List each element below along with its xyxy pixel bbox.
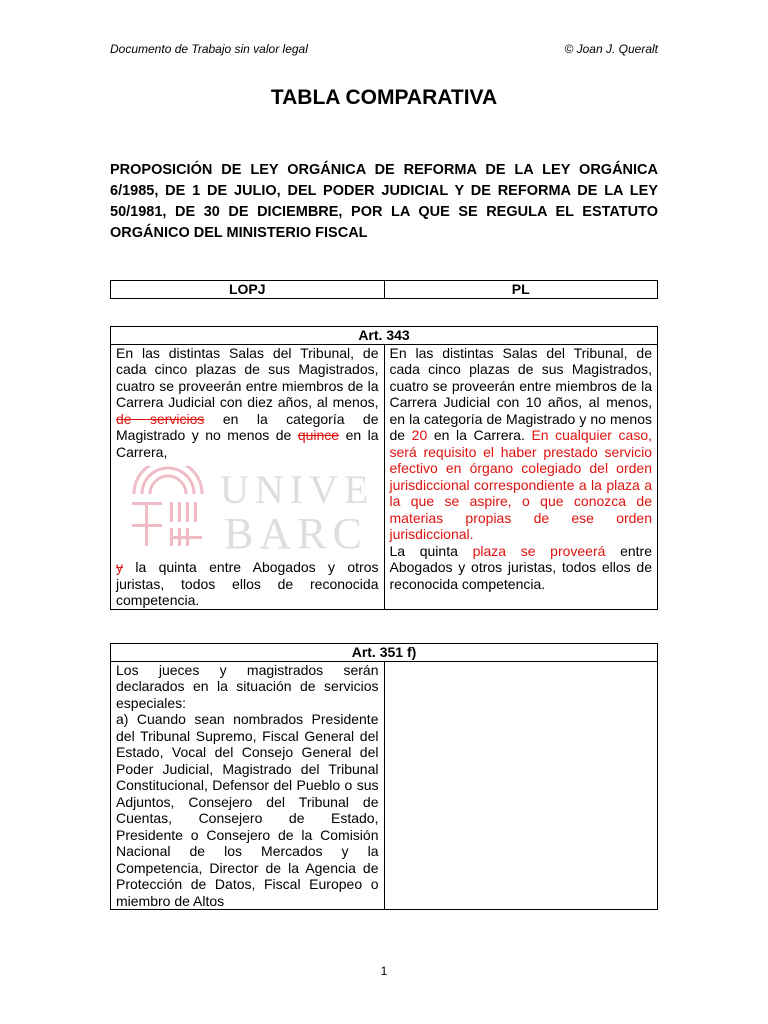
header-author: © Joan J. Queralt <box>564 42 658 56</box>
deleted-text: de servicios <box>116 410 205 427</box>
inserted-text: En cualquier caso, será requisito el haber prestado servicio efectivo en órgano colegiado del orden jurisdiccional correspondiente a la plaza a la que se aspire, o que conozca de materias propias de ese orden jurisdiccional. <box>389 427 653 542</box>
pl-text: en la categoría de Magistrado y no menos de <box>389 410 652 443</box>
watermark-line-1: UNIVE <box>220 467 375 512</box>
lopj-text: en la categoría de Magistrado y no menos de <box>116 410 379 443</box>
pl-text: La quinta <box>389 542 458 559</box>
article-351-heading: Art. 351 f) <box>111 644 658 662</box>
article-351-pl-cell <box>384 661 658 910</box>
deleted-text: y <box>116 559 123 575</box>
document-subtitle: PROPOSICIÓN DE LEY ORGÁNICA DE REFORMA DE LA LEY ORGÁNICA 6/1985, DE 1 DE JULIO, DEL PODER JUDICIAL Y DE REFORMA DE LA LEY 50/1981, DE 30 DE DICIEMBRE, POR LA QUE SE REGULA EL ESTATUTO ORGÁNICO DEL MINISTERIO FISCAL <box>110 162 658 241</box>
spacer <box>116 460 379 559</box>
article-343-pl-cell <box>384 344 658 609</box>
article-351-table <box>110 643 658 910</box>
pl-text: En las distintas Salas del Tribunal, de cada cinco plazas de sus Magistrados, cuatro se proveerán entre miembros de la Carrera Judicial con 10 años, al menos, <box>389 344 652 410</box>
lopj-text: la quinta <box>135 559 197 575</box>
inserted-text: plaza se proveerá <box>472 542 606 559</box>
header-disclaimer: Documento de Trabajo sin valor legal <box>110 42 308 56</box>
columns-header-table <box>110 280 658 299</box>
document-title: TABLA COMPARATIVA <box>270 86 498 109</box>
article-343-table <box>110 326 658 610</box>
pl-text: entre Abogados y otros juristas, todos ellos de reconocida competencia. <box>389 542 653 592</box>
lopj-text: entre Abogados y otros juristas, todos ellos de reconocida competencia. <box>116 559 379 608</box>
article-343-lopj-cell <box>111 344 385 609</box>
article-351-lopj-cell <box>111 661 385 910</box>
page-number: 1 <box>380 964 388 978</box>
lopj-text: a) Cuando sean nombrados Presidente del Tribunal Supremo, Fiscal General del Estado, Vocal del Consejo General del Poder Judicial, Magistrado del Tribunal Constitucional, Defensor del Pueblo o sus Adjuntos, Consejero del Tribunal de Cuentas, Consejero de Estado, Presidente o Consejero de la Comisión Nacional de los Mercados y la Competencia, Director de la Agencia de Protección de Datos, Fiscal Europeo o miembro de Altos <box>116 711 379 909</box>
lopj-text: En las distintas Salas del Tribunal, de cada cinco plazas de sus Magistrados, cuatro se proveerán entre miembros de la Carrera Judicial con diez años, al menos, <box>116 344 379 410</box>
column-header-pl: PL <box>384 281 658 299</box>
pl-text: en la Carrera. <box>433 427 525 443</box>
article-343-heading: Art. 343 <box>111 327 658 345</box>
lopj-text: Los jueces y magistrados serán declarados en la situación de servicios especiales: <box>116 661 379 711</box>
inserted-text: 20 <box>411 427 428 443</box>
watermark-line-2: BARC <box>224 509 368 558</box>
deleted-text: quince <box>297 427 340 443</box>
lopj-text: en la Carrera, <box>116 427 379 460</box>
column-header-lopj: LOPJ <box>111 281 385 299</box>
